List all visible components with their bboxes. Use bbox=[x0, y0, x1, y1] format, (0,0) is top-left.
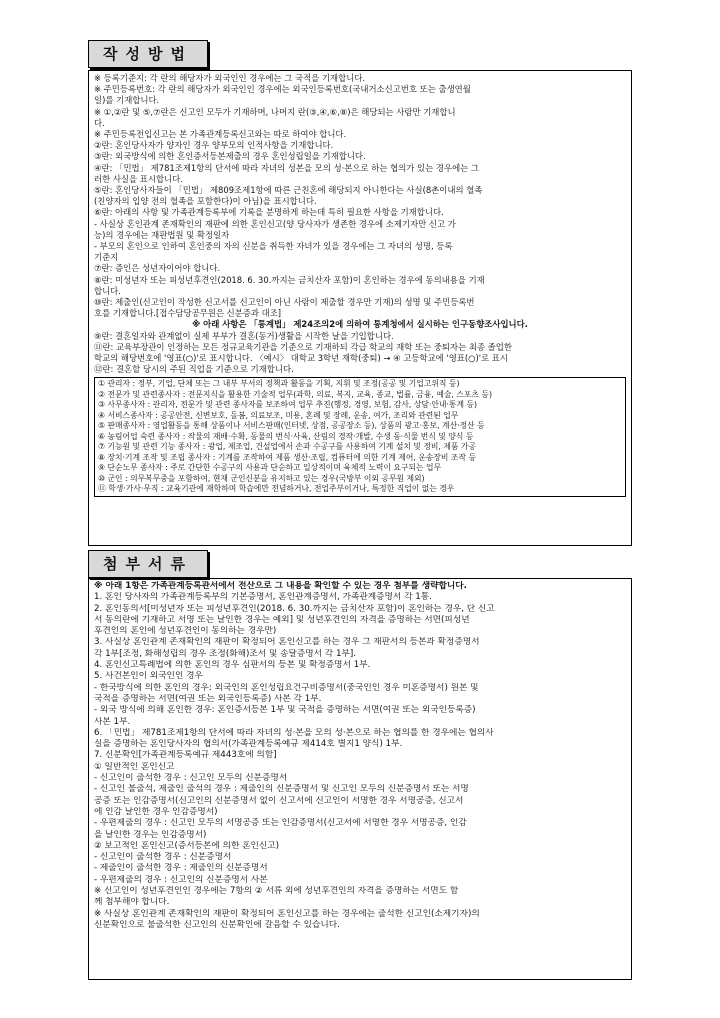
attachment-line: ② 보고적인 혼인신고(증서등본에 의한 혼인신고) bbox=[94, 840, 280, 851]
attachments-box bbox=[88, 578, 632, 980]
attachment-line: 사본 1부. bbox=[94, 716, 131, 727]
instruction-line: - 사실상 혼인관계 존재확인의 재판에 의한 혼인신고(양 당사자가 생존한 경우에 소제기자만 신고 가 bbox=[94, 218, 456, 229]
attachment-line: 3. 사실상 혼인관계 존재확인의 재판이 확정되어 혼인신고를 하는 경우 그 재판서의 등본과 확정증명서 bbox=[94, 637, 480, 648]
attachment-line: 공증 또는 인감증명서(신고인의 신분증명서 없이 신고서에 신고인이 서명한 경우 서명공증, 신고서 bbox=[94, 795, 464, 806]
instruction-line: ⑩란: 제출인(신고인이 작성한 신고서를 신고인이 아닌 사람이 제출할 경우만 기재)의 성명 및 주민등록번 bbox=[94, 297, 475, 308]
attachment-line: - 신고인이 출석한 경우 : 신고인 모두의 신분증명서 bbox=[94, 773, 288, 784]
attachment-line: 5. 사건본인이 외국인인 경우 bbox=[94, 671, 203, 682]
instruction-line: 다. bbox=[94, 117, 105, 128]
attachment-line: - 한국방식에 의한 혼인의 경우: 외국인의 혼인성립요건구비증명서(중국인인 경우 미혼증명서) 원본 및 bbox=[94, 682, 479, 693]
attachment-line: 1. 혼인 당사자의 가족관계등록부의 기본증명서, 혼인관계증명서, 가족관계증명서 각 1통. bbox=[94, 592, 432, 603]
occupation-line: ⑪ 학생·가사·무직 : 교육기관에 재학하며 학습에만 전념하거나, 전업주부이거나, 특정한 직업이 없는 경우 bbox=[98, 484, 455, 494]
instruction-line: 러한 사실을 표시합니다. bbox=[94, 173, 183, 184]
occupation-line: ⑧ 장치·기계 조작 및 조립 종사자 : 기계를 조작하여 제품 생산·조립, 컴퓨터에 의한 기계 제어, 운송장비 조작 등 bbox=[98, 452, 476, 462]
instruction-line: ※ 주민등록전입신고는 본 가족관계등록신고와는 따로 하여야 합니다. bbox=[94, 129, 347, 140]
section-title-attachments: 첨부서류 bbox=[88, 550, 208, 578]
instruction-line: ⑥란: 아래의 사항 및 가족관계등록부에 기록을 분명하게 하는데 특히 필요한 사항을 기재합니다. bbox=[94, 207, 444, 218]
attachment-line: ※ 사실상 혼인관계 존재확인의 재판이 확정되어 혼인신고를 하는 경우에는 출석한 신고인(소제기자)의 bbox=[94, 908, 480, 919]
stats-instruction-line: ⑪란: 교육부장관이 인정하는 모든 정규교육기관을 기준으로 기재하되 각급 학교의 재학 또는 중퇴자는 최종 졸업한 bbox=[94, 341, 512, 352]
instruction-line: ⑧란: 미성년자 또는 피성년후견인(2018. 6. 30.까지는 금치산자 포함)이 혼인하는 경우에 동의내용을 기재 bbox=[94, 274, 485, 285]
attachment-line: - 신고인 불출석, 제출인 출석의 경우 : 제출인의 신분증명서 및 신고인 모두의 신분증명서 또는 서명 bbox=[94, 784, 469, 795]
attachments-notice: ※ 아래 1항은 가족관계등록관서에서 전산으로 그 내용을 확인할 수 있는 경우 첨부를 생략합니다. bbox=[94, 581, 467, 591]
attachment-line: - 우편제출의 경우 : 신고인 모두의 서명공증 또는 인감증명서(신고서에 서명한 경우 서명공증, 인감 bbox=[94, 818, 467, 829]
section-title-instructions: 작성방법 bbox=[88, 40, 208, 68]
attachment-line: 신분확인으로 불출석한 신고인의 신분확인에 갈음할 수 있습니다. bbox=[94, 919, 340, 930]
attachment-line: 각 1부[조정, 화해성립의 경우 조정(화해)조서 및 송달증명서 각 1부]. bbox=[94, 648, 357, 659]
instructions-list bbox=[94, 73, 626, 319]
attachment-line: 6. 「민법」 제781조제1항의 단서에 따라 자녀의 성·본을 모의 성·본으로 하는 협의를 한 경우에는 협의사 bbox=[94, 727, 494, 738]
stats-notice: ※ 아래 사항은 「통계법」 제24조의2에 의하여 통계청에서 실시하는 인구동향조사입니다. bbox=[192, 319, 528, 330]
occupation-table bbox=[94, 377, 626, 497]
instruction-line: ※ 등록기준지: 각 란의 해당자가 외국인인 경우에는 그 국적을 기재합니다. bbox=[94, 73, 366, 83]
attachment-line: 실을 증명하는 혼인당사자의 협의서(가족관계등록예규 제414호 별지1 양식) 1부. bbox=[94, 739, 403, 750]
instruction-line: 호를 기재합니다.[접수담당공무원은 신분증과 대조] bbox=[94, 308, 282, 319]
stats-instruction-line: ⑨란: 결혼일자와 관계없이 실제 부부가 결혼(동거)생활을 시작한 날을 기입합니다. bbox=[94, 330, 394, 341]
attachment-line: 2. 혼인동의서[미성년자 또는 피성년후견인(2018. 6. 30.까지는 금치산자 포함)이 혼인하는 경우, 단 신고 bbox=[94, 603, 495, 614]
occupation-line: ⑥ 농림어업 숙련 종사자 : 작물의 재배·수확, 동물의 번식·사육, 산림의 경작·개발, 수생 동·식물 번식 및 양식 등 bbox=[98, 431, 474, 441]
instruction-line: ※ ①,②란 및 ⑤,⑦란은 신고인 모두가 기재하며, 나머지 란(③,④,⑥,⑧)은 해당되는 사람만 기재합니 bbox=[94, 106, 456, 117]
attachments-list bbox=[94, 592, 626, 931]
occupation-line: ② 전문가 및 관련종사자 : 전문지식을 활용한 기술적 업무(과학, 의료, 복지, 교육, 종교, 법률, 금융, 예술, 스포츠 등) bbox=[98, 389, 492, 399]
attachment-line: ※ 신고인이 성년후견인인 경우에는 7항의 ② 서류 외에 성년후견인의 자격을 증명하는 서면도 함 bbox=[94, 886, 459, 897]
stats-instruction-line: 학교의 해당번호에 '영표(○)'로 표시합니다. 〈예시〉 대학교 3학년 재학(중퇴) → ④ 고등학교에 '영표(○)'로 표시 bbox=[94, 353, 508, 364]
attachment-line: - 외국 방식에 의해 혼인한 경우: 혼인증서등본 1부 및 국적을 증명하는 서면(여권 또는 외국인등록증) bbox=[94, 705, 476, 716]
instruction-line: ②란: 혼인당사자가 양자인 경우 양부모의 인적사항을 기재합니다. bbox=[94, 140, 334, 151]
instruction-line: ④란: 「민법」 제781조제1항의 단서에 따라 자녀의 성본을 모의 성·본으로 하는 협의가 있는 경우에는 그 bbox=[94, 162, 480, 173]
instruction-line: 합니다. bbox=[94, 285, 121, 296]
attachment-line: 국적을 증명하는 서면(여권 또는 외국인등록증) 사본 각 1부. bbox=[94, 693, 322, 704]
instruction-line: ※ 주민등록번호: 각 란의 해당자가 외국인인 경우에는 외국인등록번호(국내거소신고번호 또는 출생연월 bbox=[94, 84, 471, 95]
attachment-line: 에 인감 날인한 경우 인감증명서) bbox=[94, 806, 218, 817]
attachment-line: 께 첨부해야 합니다. bbox=[94, 897, 170, 908]
attachment-line: 7. 신분확인[가족관계등록예규 제443호에 의함] bbox=[94, 750, 277, 761]
attachment-line: - 우편제출의 경우 : 신고인의 신분증명서 사본 bbox=[94, 874, 268, 885]
instruction-line: - 부모의 혼인으로 인하여 혼인중의 자의 신분을 취득한 자녀가 있을 경우에는 그 자녀의 성명, 등록 bbox=[94, 241, 453, 252]
stats-instruction-line: ⑫란: 결혼할 당시의 주된 직업을 기준으로 기재합니다. bbox=[94, 364, 294, 375]
instruction-line: ⑦란: 증인은 성년자이어야 합니다. bbox=[94, 263, 221, 274]
attachment-line: - 신고인이 출석한 경우 : 신분증명서 bbox=[94, 852, 232, 863]
occupation-line: ① 관리자 : 정부, 기업, 단체 또는 그 내부 부서의 정책과 활동을 기획, 지휘 및 조정(공공 및 기업고위직 등) bbox=[98, 379, 460, 389]
instruction-line: 기준지 bbox=[94, 252, 119, 263]
occupation-line: ⑦ 기능원 및 관련 기능 종사자 : 광업, 제조업, 건설업에서 손과 수공구를 사용하여 기계 설치 및 정비, 제품 가공 bbox=[98, 442, 476, 452]
attachment-line: ① 일반적인 혼인신고 bbox=[94, 761, 175, 772]
instruction-line: (친양자의 입양 전의 혈족을 포함한다)이 아님)을 표시합니다. bbox=[94, 196, 317, 207]
instructions-box bbox=[88, 70, 632, 546]
attachment-line: 을 날인한 경우는 인감증명서) bbox=[94, 829, 207, 840]
attachment-line: 서 동의란에 기재하고 서명 또는 날인한 경우는 예외] 및 성년후견인의 자격을 증명하는 서면(피성년 bbox=[94, 614, 470, 625]
occupation-line: ⑨ 단순노무 종사자 : 주로 간단한 수공구의 사용과 단순하고 일상적이며 육체적 노력이 요구되는 업무 bbox=[98, 463, 442, 473]
attachment-line: - 제출인이 출석한 경우 : 제출인의 신분증명서 bbox=[94, 863, 268, 874]
instruction-line: 일)를 기재합니다. bbox=[94, 95, 160, 106]
occupation-line: ③ 사무종사자 : 관리자, 전문가 및 관련 종사자를 보조하여 업무 추진(행정, 경영, 보험, 감사, 상담·안내·통계 등) bbox=[98, 400, 478, 410]
occupation-line: ⑤ 판매종사자 : 영업활동을 통해 상품이나 서비스판매(인터넷, 상점, 공공장소 등), 상품의 광고·홍보, 계산·정산 등 bbox=[98, 421, 485, 431]
occupation-line: ④ 서비스종사자 : 공공안전, 신변보호, 돌봄, 의료보조, 미용, 혼례 및 장례, 운송, 여가, 조리와 관련된 업무 bbox=[98, 410, 459, 420]
occupation-list bbox=[98, 379, 622, 495]
instruction-line: ⑤란: 혼인당사자들이 「민법」 제809조제1항에 따른 근친혼에 해당되지 아니한다는 사실(8촌이내의 혈족 bbox=[94, 185, 483, 196]
attachment-line: 후견인의 혼인에 성년후견인이 동의하는 경우만) bbox=[94, 626, 277, 637]
attachment-line: 4. 혼인신고특례법에 의한 혼인의 경우 심판서의 등본 및 확정증명서 1부. bbox=[94, 660, 371, 671]
occupation-line: ⑩ 군인 : 의무복무중을 포함하여, 현재 군인신분을 유지하고 있는 경우(국방부 이외 공무원 제외) bbox=[98, 473, 425, 483]
instruction-line: 능)의 경우에는 재판법원 및 확정일자 bbox=[94, 229, 230, 240]
stats-instructions-list bbox=[94, 331, 626, 376]
instruction-line: ③란: 외국방식에 의한 혼인증서등본제출의 경우 혼인성립일을 기재합니다. bbox=[94, 151, 366, 162]
